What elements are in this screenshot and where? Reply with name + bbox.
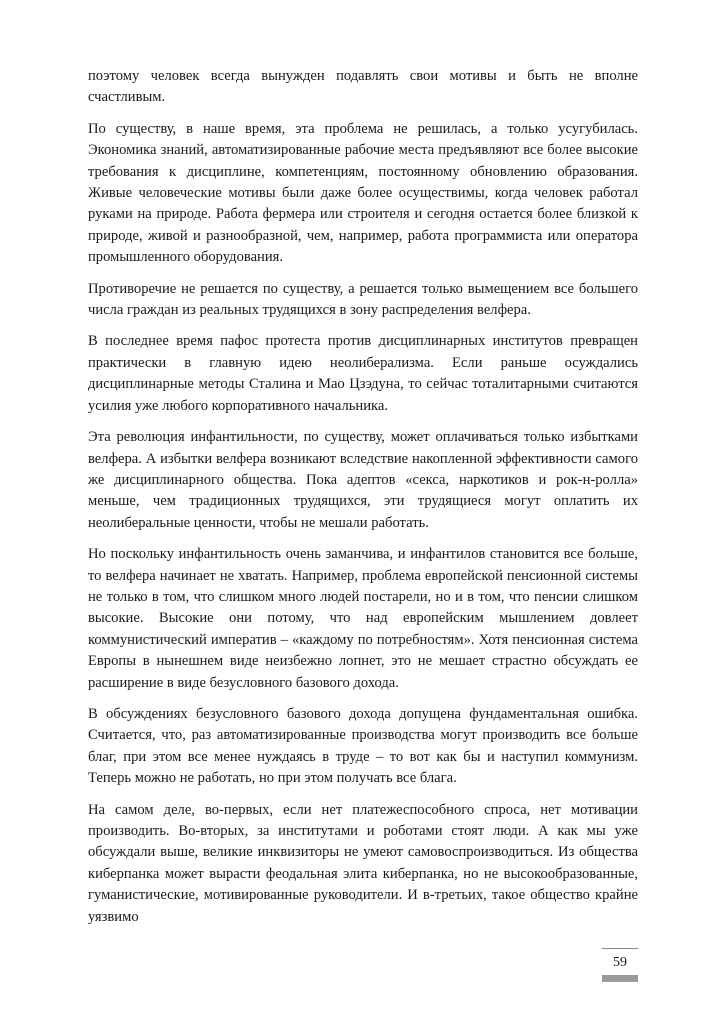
page-number: 59 <box>613 955 627 970</box>
page-footer <box>602 948 638 982</box>
paragraph-8: На самом деле, во-первых, если нет платежеспособного спроса, нет мотивации производить. Во-вторых, за институтами и роботами стоят люди. А как мы уже обсуждали выше, великие инквизиторы не умеют самовоспроизводиться. Из общества киберпанка может вырасти феодальная элита киберпанка, но не высокообразованные, гуманистические, мотивированные руководители. И в-третьих, такое общество крайне уязвимо <box>88 801 638 925</box>
paragraph-5: Эта революция инфантильности, по существу, может оплачиваться только избытками велфера. А избытки велфера возникают вследствие накопленной эффективности самого же дисциплинарного общества. Пока адептов «секса, наркотиков и рок-н-ролла» меньше, чем традиционных трудящихся, эти трудящиеся могут оплатить их неолиберальные ценности, чтобы не мешали работать. <box>88 429 638 531</box>
paragraph-2: По существу, в наше время, эта проблема не решилась, а только усугубилась. Экономика знаний, автоматизированные рабочие места предъявляют все более высокие требования к дисциплине, компетенциям, постоянному обновлению образования. Живые человеческие мотивы были даже более осуществимы, когда человек работал руками на природе. Работа фермера или строителя и сегодня остается более близкой к природе, живой и разнообразной, чем, например, работа программиста или оператора промышленного оборудования. <box>88 120 638 266</box>
paragraph-1: поэтому человек всегда вынужден подавлять свои мотивы и быть не вполне счастливым. <box>88 68 638 106</box>
footer-bar <box>602 975 638 982</box>
paragraph-3: Противоречие не решается по существу, а решается только вымещением все большего числа граждан из реальных трудящихся в зону распределения велфера. <box>88 280 638 319</box>
paragraph-6: Но поскольку инфантильность очень заманчива, и инфантилов становится все больше, то велфера начинает не хватать. Например, проблема европейской пенсионной системы не только в том, что слишком много людей постарели, но и в том, что пенсии слишком высокие. Высокие они потому, что над европейским мышлением довлеет коммунистический императив – «каждому по потребностям». Хотя пенсионная система Европы в нынешнем виде неизбежно лопнет, это не мешает страстно обсуждать ее расширение в виде безусловного базового дохода. <box>88 546 638 691</box>
paragraph-4: В последнее время пафос протеста против дисциплинарных институтов превращен практически в главную идею неолиберализма. Если раньше осуждались дисциплинарные методы Сталина и Мао Цзэдуна, то сейчас тоталитарными считаются усилия уже любого корпоративного начальника. <box>88 333 638 414</box>
page-body <box>88 66 638 938</box>
paragraph-7: В обсуждениях безусловного базового дохода допущена фундаментальная ошибка. Считается, что, раз автоматизированные производства могут производить все больше благ, при этом все менее нуждаясь в труде – то вот как бы и наступил коммунизм. Теперь можно не работать, но при этом получать все блага. <box>88 705 638 787</box>
